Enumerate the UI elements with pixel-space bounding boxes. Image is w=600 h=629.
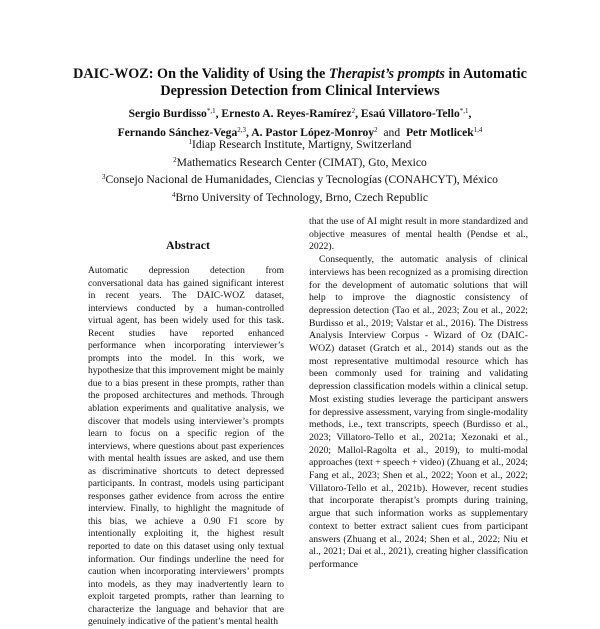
author-list: Sergio Burdisso$^{*,1}$, Ernesto A. Reyes-Ramírez$^2$, Esaú Villatoro-Tello$^{*,1}$, Fernando Sánchez-Vega$^{2,3}$, A. Pastor López-Monroy$^2$ and Petr Motlicek$^{1,4}$ [117,107,483,139]
abstract-text: Automatic depression detection from conversational data has gained significant interest in recent years. The DAIC-WOZ dataset, interviews conducted by a human-controlled virtual agent, has been widely used for this task. Recent studies have reported enhanced performance when incorporating interviewer’s prompts into the model. In this work, we hypothesize that this improvement might be mainly due to a bias present in these prompts, rather than the proposed architectures and methods. Through ablation experiments and qualitative analysis, we discover that models using interviewer’s prompts learn to focus on a specific region of the interviews, where questions about past experiences with mental health issues are asked, and use them as discriminative shortcuts to detect depressed participants. In contrast, models using participant responses gather evidence from across the entire interview. Finally, to highlight the magnitude of this bias, we achieve a 0.90 F1 score by intentionally exploiting it, the highest result reported to date on this dataset using only textual information. Our findings underline the need for caution when incorporating interviewers’ prompts into models, as they may inadvertently learn to exploit targeted prompts, rather than learning to characterize the language and behavior that are genuinely indicative of the patient’s mental health [88,266,284,628]
author-name: Fernando Sánchez-Vega [117,126,238,139]
body-paragraph: that the use of AI might result in more standardized and objective measures of mental health (Pendse et al., 2022). [309,216,528,253]
affiliation-list [40,135,560,205]
affiliation-line [40,153,560,171]
author-name: Esaú Villatoro-Tello [360,107,460,120]
author-affiliation-mark: 2 [374,126,378,134]
affiliation-number: 3 [102,173,106,182]
author-affiliation-mark: 1,4 [473,126,483,134]
affiliation-text: Mathematics Research Center (CIMAT), Gto, Mexico [176,155,427,169]
introduction-column [309,216,528,572]
author-joiner: and [383,126,401,139]
body-paragraph: Consequently, the automatic analysis of clinical interviews has been recognized as a promising direction for the development of automatic solutions that will help to improve the diagnostic consistency of depression detection (Tao et al., 2023; Zou et al., 2022; Burdisso et al., 2019; Valstar et al., 2016). The Distress Analysis Interview Corpus - Wizard of Oz (DAIC-WOZ) dataset (Gratch et al., 2014) stands out as the most representative multimodal resource which has been commonly used for training and validating depression classification models within a clinical setup. Most existing studies leverage the participant answers for depressive assessment, varying from single-modality methods, i.e., text transcripts, speech (Burdisso et al., 2023; Villatoro-Tello et al., 2021a; Xezonaki et al., 2020; Mallol-Ragolta et al., 2019), to multi-modal approaches (text + speech + video) (Zhuang et al., 2024; Fang et al., 2023; Shen et al., 2022; Yoon et al., 2022; Villatoro-Tello et al., 2021b). However, recent studies that incorporate therapist’s prompts during training, argue that such information works as supplementary context to better extract salient cues from participant answers (Zhuang et al., 2024; Shen et al., 2022; Niu et al., 2021; Dai et al., 2021), creating higher classification performance [309,254,528,570]
author-name: Ernesto A. Reyes-Ramírez [221,107,352,120]
affiliation-line [40,135,560,153]
affiliation-number: 2 [173,155,177,164]
affiliation-line [40,188,560,206]
abstract-heading: Abstract [166,238,210,252]
title-part-2: in Automatic [444,66,527,82]
affiliation-text: Consejo Nacional de Humanidades, Ciencias y Tecnologías (CONAHCYT), México [105,173,498,187]
paper-title [40,66,560,100]
author-affiliation-mark: 2 [351,107,356,115]
author-affiliation-mark: 2,3 [237,126,247,134]
author-name: Petr Motlicek [405,126,474,139]
author-name: Sergio Burdisso [128,107,207,120]
affiliation-text: Brno University of Technology, Brno, Czech Republic [175,190,429,204]
author-affiliation-mark: *,1 [206,107,216,115]
title-line-2: Depression Detection from Clinical Interviews [160,83,440,99]
title-part-1: DAIC-WOZ: On the Validity of Using the [73,66,329,82]
author-name: A. Pastor López-Monroy [251,126,375,139]
title-italic-part: Therapist’s prompts [328,66,445,82]
affiliation-text: Idiap Research Institute, Martigny, Switzerland [192,138,412,151]
affiliation-line [40,170,560,188]
author-affiliation-mark: *,1 [459,107,469,115]
affiliation-number: 1 [188,138,193,146]
affiliation-number: 4 [171,190,176,199]
